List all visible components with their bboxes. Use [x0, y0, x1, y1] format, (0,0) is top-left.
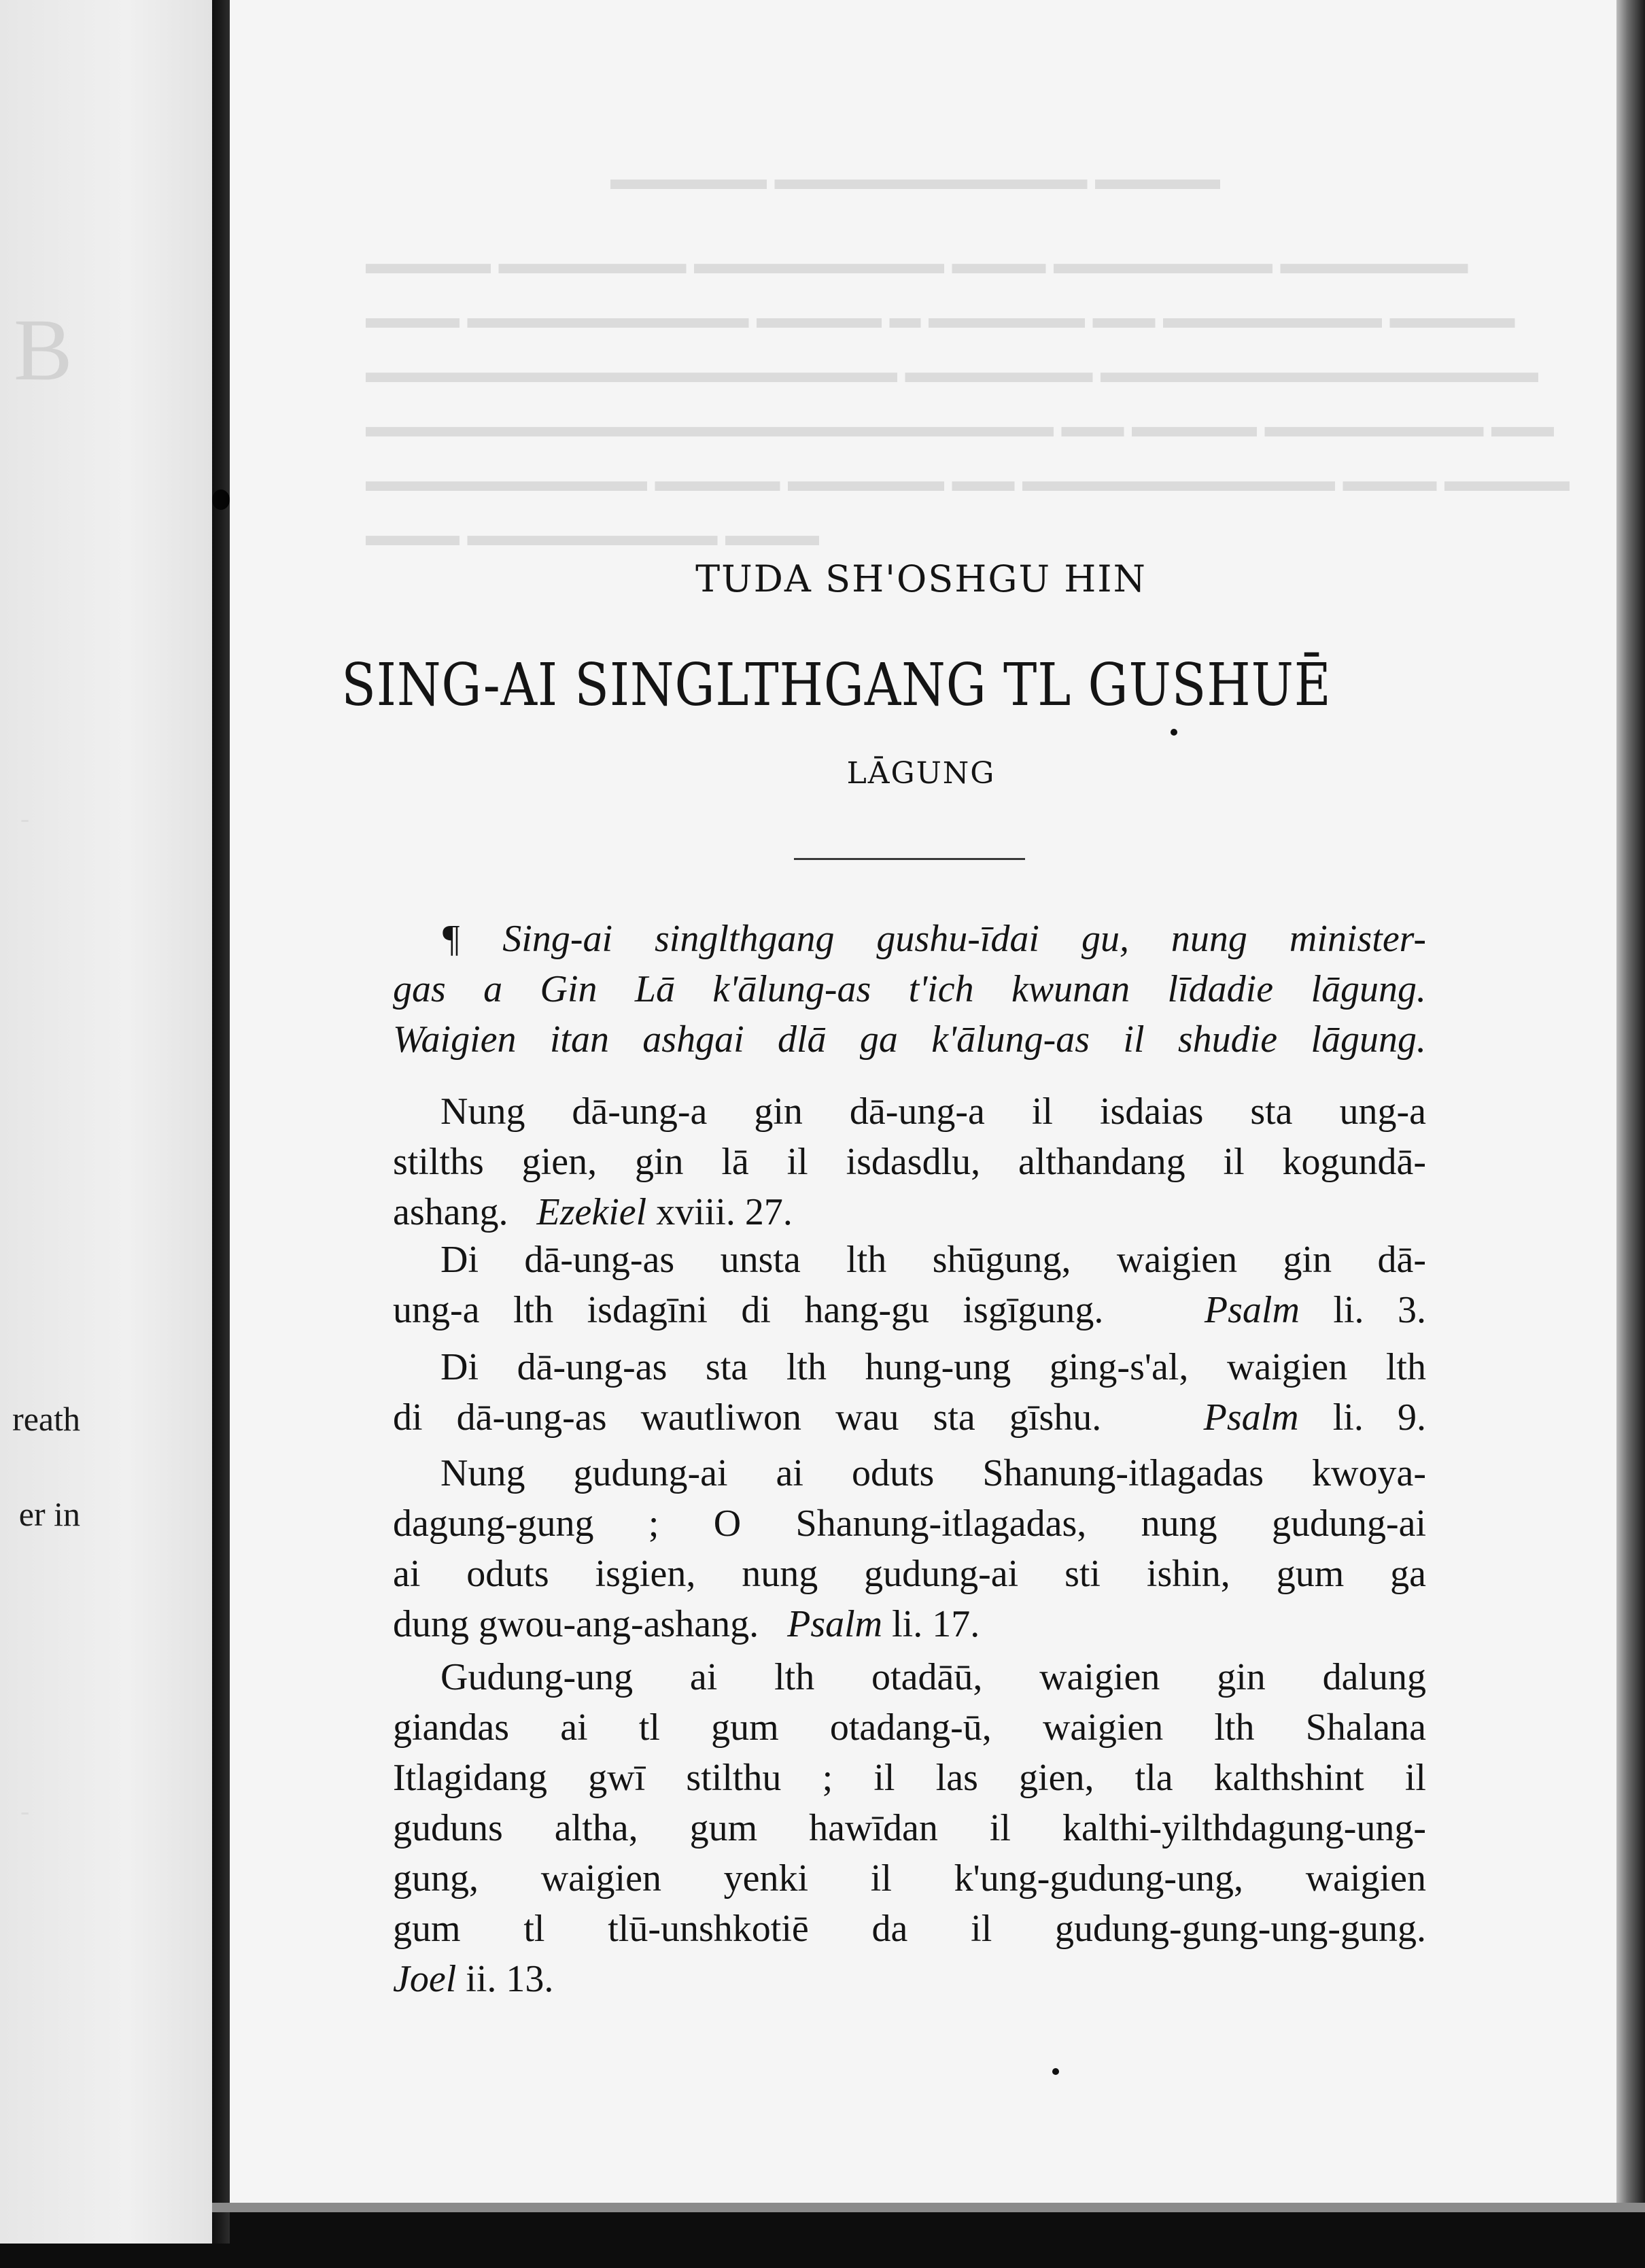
verse-text: ung-a lth isdagīni di hang-gu isgīgung.	[393, 1289, 1104, 1331]
scripture-citation-book: Psalm	[1203, 1396, 1299, 1439]
verse-line-last	[393, 1392, 1426, 1443]
verse-paragraph	[393, 1342, 1426, 1443]
scripture-citation-ref: ii. 13.	[466, 1958, 554, 2000]
ink-speck	[1052, 2068, 1059, 2075]
verse-line-last	[393, 1599, 1426, 1649]
verse-line-last	[393, 1187, 1426, 1237]
verse-paragraph	[393, 1086, 1426, 1237]
verse-line: stilths gien, gin lā il isdasdlu, althandang il kogundā-	[393, 1141, 1426, 1183]
divider-rule	[794, 858, 1025, 860]
verse-text: dung gwou-ang-ashang.	[393, 1603, 759, 1645]
ink-speck	[1171, 729, 1177, 736]
verse-line: guduns altha, gum hawīdan il kalthi-yilthdagung-ung-	[393, 1807, 1426, 1849]
verse-line: gum tl tlū-unshkotiē da il gudung-gung-ung-gung.	[393, 1908, 1426, 1950]
rubric-paragraph	[393, 914, 1426, 1065]
rubric-line: Waigien itan ashgai dlā ga k'ālung-as il shudie lāgung.	[393, 1018, 1426, 1061]
verse-line-last	[393, 1954, 1426, 2004]
scripture-citation-book: Joel	[393, 1958, 457, 2000]
verse-line: giandas ai tl gum otadang-ū, waigien lth Shalana	[393, 1706, 1426, 1749]
show-through-text: ▬▬▬ ▬▬▬▬▬▬▬▬ ▬▬▬	[366, 517, 819, 552]
show-through-text: ▬▬▬▬ ▬▬▬ ▬▬▬▬▬▬▬▬▬▬ ▬▬ ▬▬▬▬▬ ▬▬▬▬ ▬▬▬▬▬▬▬▬▬	[366, 463, 1570, 498]
verse-line: Gudung-ung ai lth otadāū, waigien gin dalung	[440, 1656, 1426, 1698]
verse-line: Di dā-ung-as sta lth hung-ung ging-s'al, waigien lth	[440, 1346, 1426, 1388]
verse-paragraph	[393, 1652, 1426, 2004]
verse-line: gung, waigien yenki il k'ung-gudung-ung, waigien	[393, 1857, 1426, 1900]
verse-line: Nung gudung-ai ai oduts Shanung-itlagadas kwoya-	[440, 1452, 1426, 1494]
scripture-citation-book: Psalm	[1204, 1289, 1300, 1331]
show-through-text: ▬▬▬▬▬▬▬▬▬▬▬▬▬▬ ▬▬▬▬▬▬ ▬▬▬▬▬▬▬▬▬▬▬▬▬▬▬▬▬	[366, 354, 1538, 389]
scripture-citation-book: Ezekiel	[536, 1191, 647, 1233]
verse-paragraph	[393, 1448, 1426, 1649]
verse-text: di dā-ung-as wautliwon wau sta gīshu.	[393, 1396, 1102, 1439]
scripture-citation-ref: xviii. 27.	[656, 1191, 793, 1233]
scripture-citation-ref: li. 9.	[1332, 1396, 1426, 1439]
verse-line: Di dā-ung-as unsta lth shūgung, waigien gin dā-	[440, 1239, 1426, 1281]
left-page-ghost-mark: -	[20, 803, 30, 834]
scripture-citation-ref: li. 17.	[892, 1603, 980, 1645]
left-page-ghost-letter: B	[14, 301, 73, 399]
binding-mark	[212, 489, 230, 510]
page-edge-right	[1616, 0, 1645, 2210]
page-title: SING-AI SINGLTHGANG TL GUSHUĒ	[341, 651, 1332, 719]
left-page-text-fragment: reath	[12, 1400, 80, 1438]
show-through-text: ▬▬ ▬▬▬▬▬▬▬ ▬▬▬▬ ▬▬ ▬▬▬▬▬▬▬▬▬▬▬▬▬▬▬▬▬▬▬▬▬▬	[366, 409, 1554, 443]
verse-paragraph	[393, 1235, 1426, 1335]
subheading: LĀGUNG	[846, 756, 996, 791]
verse-line: dagung-gung ; O Shanung-itlagadas, nung gudung-ai	[393, 1502, 1426, 1545]
scripture-citation-ref: li. 3.	[1333, 1289, 1427, 1331]
left-page-fragment	[0, 0, 212, 2244]
show-through-text: ▬▬▬▬ ▬▬▬▬▬▬▬▬▬▬ ▬▬▬▬▬	[610, 161, 1220, 196]
rubric-line: gas a Gin Lā k'ālung-as t'ich kwunan līdadie lāgung.	[393, 968, 1426, 1010]
verse-text: ashang.	[393, 1191, 508, 1233]
left-page-text-fragment: er in	[18, 1495, 80, 1533]
verse-line: ai oduts isgien, nung gudung-ai sti ishin, gum ga	[393, 1553, 1426, 1595]
left-page-ghost-mark: -	[20, 1796, 30, 1826]
verse-line-last	[393, 1285, 1426, 1335]
section-heading: TUDA SH'OSHGU HIN	[695, 557, 1147, 600]
verse-line: Nung dā-ung-a gin dā-ung-a il isdaias sta ung-a	[440, 1090, 1426, 1133]
verse-line: Itlagidang gwī stilthu ; il las gien, tla kalthshint il	[393, 1757, 1426, 1799]
book-spine	[212, 0, 230, 2244]
page-edge-bottom	[212, 2203, 1645, 2212]
show-through-text: ▬▬▬▬ ▬▬▬▬▬▬▬ ▬▬ ▬▬▬▬▬ ▬ ▬▬▬▬ ▬▬▬▬▬▬▬▬▬ ▬▬▬	[366, 300, 1515, 334]
scripture-citation-book: Psalm	[787, 1603, 883, 1645]
show-through-text: ▬▬▬▬▬▬ ▬▬▬▬▬▬▬ ▬▬▬ ▬▬▬▬▬▬▬▬ ▬▬▬▬▬▬ ▬▬▬▬	[366, 245, 1468, 280]
rubric-line: ¶ Sing-ai singlthgang gushu-īdai gu, nung minister-	[440, 918, 1426, 960]
